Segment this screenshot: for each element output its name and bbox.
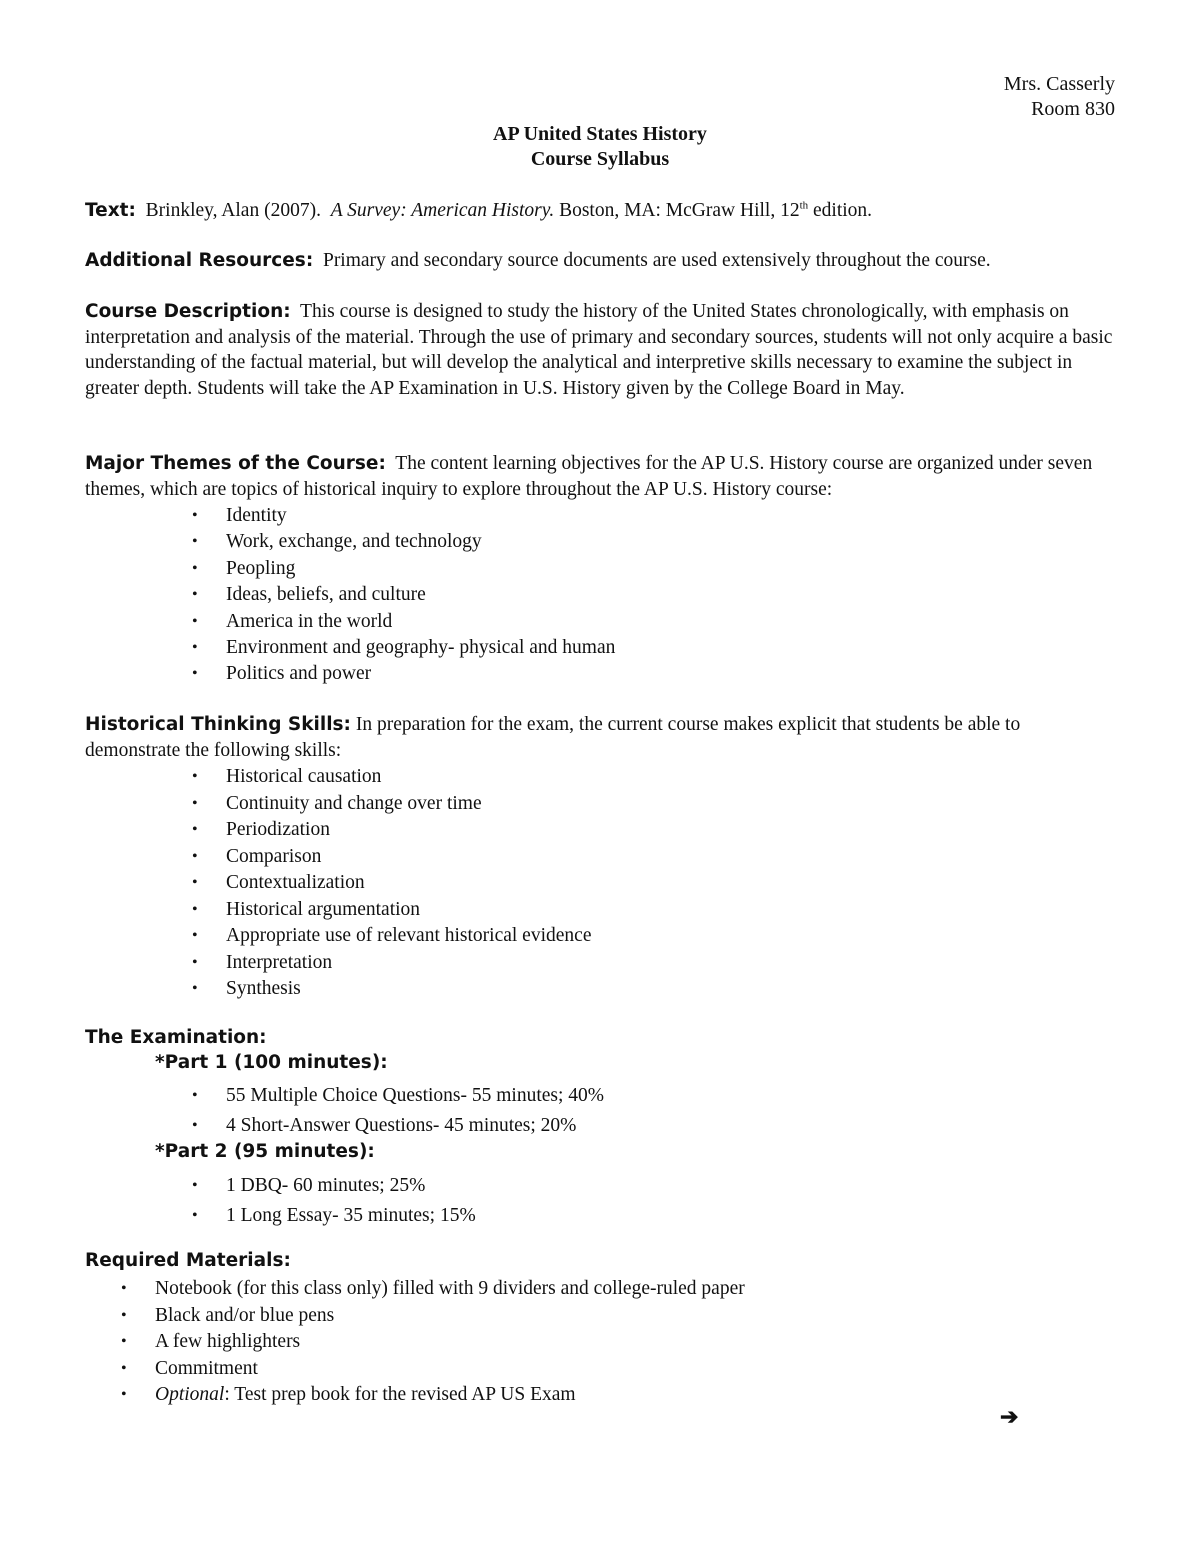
bullet-icon: • [121, 1280, 127, 1297]
bullet-icon: • [192, 533, 198, 551]
list-item: • Ideas, beliefs, and culture [226, 582, 615, 608]
optional-label: Optional [155, 1384, 225, 1405]
list-item: • Black and/or blue pens [155, 1303, 745, 1330]
list-item: • Work, exchange, and technology [226, 529, 615, 555]
list-item [121, 1382, 745, 1409]
exam-part2-list [192, 1171, 476, 1231]
list-item: • America in the world [226, 609, 615, 635]
bullet-icon: • [192, 768, 198, 785]
required-materials-list [121, 1276, 745, 1409]
major-themes-list [192, 503, 616, 688]
list-item: • Historical causation [226, 764, 591, 791]
page-title [0, 122, 1200, 172]
bullet-icon: • [192, 1087, 198, 1104]
edition-suffix: edition. [808, 200, 873, 221]
text-section: Text: Brinkley, Alan (2007). A Survey: American History. Boston, MA: McGraw Hill, 12th edition. [85, 199, 873, 221]
list-item: • 55 Multiple Choice Questions- 55 minutes; 40% [226, 1081, 604, 1111]
exam-part1-heading: *Part 1 (100 minutes): [155, 1052, 388, 1073]
list-item: • Identity [226, 503, 615, 529]
list-item: • 1 DBQ- 60 minutes; 25% [226, 1171, 476, 1201]
bullet-icon: • [121, 1386, 127, 1403]
additional-resources-text: Primary and secondary source documents are used extensively throughout the course. [322, 250, 991, 271]
teacher-name: Mrs. Casserly [1003, 73, 1115, 95]
bullet-icon: • [192, 507, 198, 524]
course-description-label: Course Description [85, 301, 284, 322]
course-description-text: This course is designed to study the history of the United States chronologically, with emphasis on interpretation and analysis of the material. Through the use of primary and secondary sources, students will not only acquire a basic understanding of the factual material, but will develop the analytical and interpretive skills necessary to examine the subject in greater depth. Students will take the AP Examination in U.S. History given by the College Board in May. [85, 301, 1113, 399]
list-item: • Comparison [226, 844, 591, 871]
bullet-icon: • [192, 927, 198, 944]
room-number: Room 830 [1031, 98, 1115, 120]
title-line-2: Course Syllabus [530, 148, 670, 170]
additional-resources-section: Additional Resources: Primary and secondary source documents are used extensively throughout the course. [85, 250, 991, 271]
thinking-skills-list [192, 764, 592, 1003]
bullet-icon: • [192, 586, 198, 604]
bullet-icon: • [192, 794, 198, 812]
text-author: Brinkley, Alan (2007). [145, 200, 321, 221]
bullet-icon: • [121, 1333, 127, 1350]
bullet-icon: • [192, 612, 198, 630]
title-line-1: AP United States History [493, 123, 707, 145]
major-themes-text: The content learning objectives for the AP U.S. History course are organized under seven themes, which are topics of historical inquiry to explore throughout the AP U.S. History course: [85, 453, 1093, 500]
list-item: • Synthesis [226, 976, 591, 1003]
bullet-icon: • [192, 665, 198, 683]
bullet-icon: • [192, 980, 198, 997]
text-label: Text [85, 200, 129, 221]
teacher-info [1004, 72, 1115, 122]
list-item: • Historical argumentation [226, 897, 591, 924]
course-description-section: Course Description: This course is designed to study the history of the United States chronologically, with emphasis on interpretation and analysis of the material. Through the use of primary and secondary sources, students will not only acquire a basic understanding of the factual material, but will develop the analytical and interpretive skills necessary to examine the subject in greater depth. Students will take the AP Examination in U.S. History given by the College Board in May. [85, 301, 1113, 399]
list-item: • Contextualization [226, 870, 591, 897]
thinking-skills-section [85, 712, 1120, 763]
major-themes-label: Major Themes of the Course: [85, 453, 386, 474]
bullet-icon: • [192, 1207, 198, 1224]
list-item: • Politics and power [226, 661, 615, 687]
list-item: • 1 Long Essay- 35 minutes; 15% [226, 1201, 476, 1231]
required-materials-heading: Required Materials: [85, 1250, 291, 1271]
optional-text: : Test prep book for the revised AP US Exam [224, 1384, 576, 1405]
text-book-title: A Survey: American History. [330, 200, 555, 221]
bullet-icon: • [192, 874, 198, 891]
examination-heading: The Examination: [85, 1027, 267, 1048]
bullet-icon: • [192, 559, 198, 577]
list-item: • Appropriate use of relevant historical evidence [226, 923, 591, 950]
list-item: • Interpretation [226, 950, 591, 977]
exam-part2-heading: *Part 2 (95 minutes): [155, 1141, 375, 1162]
bullet-icon: • [192, 900, 198, 918]
text-publisher: Boston, MA: McGraw Hill, 12 [559, 200, 800, 221]
bullet-icon: • [192, 1117, 198, 1134]
list-item: • Peopling [226, 556, 615, 582]
next-page-arrow-icon: ➔ [1000, 1404, 1019, 1429]
list-item: • Commitment [155, 1356, 745, 1383]
thinking-skills-label: Historical Thinking Skills: [85, 714, 351, 735]
list-item: • Periodization [226, 817, 591, 844]
bullet-icon: • [192, 639, 198, 657]
list-item: • A few highlighters [155, 1329, 745, 1356]
bullet-icon: • [121, 1306, 127, 1324]
bullet-icon: • [192, 821, 198, 838]
list-item: • 4 Short-Answer Questions- 45 minutes; 20% [226, 1111, 604, 1141]
exam-part1-list [192, 1081, 605, 1141]
list-item: • Continuity and change over time [226, 791, 591, 818]
major-themes-section [85, 451, 1120, 502]
edition-sup: th [799, 199, 809, 212]
bullet-icon: • [192, 953, 198, 971]
bullet-icon: • [192, 1177, 198, 1194]
bullet-icon: • [192, 847, 198, 865]
list-item: • Environment and geography- physical and human [226, 635, 615, 661]
thinking-skills-text: In preparation for the exam, the current course makes explicit that students be able to demonstrate the following skills: [85, 714, 1021, 761]
additional-resources-label: Additional Resources [85, 250, 306, 271]
bullet-icon: • [121, 1359, 127, 1377]
list-item: • Notebook (for this class only) filled with 9 dividers and college-ruled paper [155, 1276, 745, 1303]
